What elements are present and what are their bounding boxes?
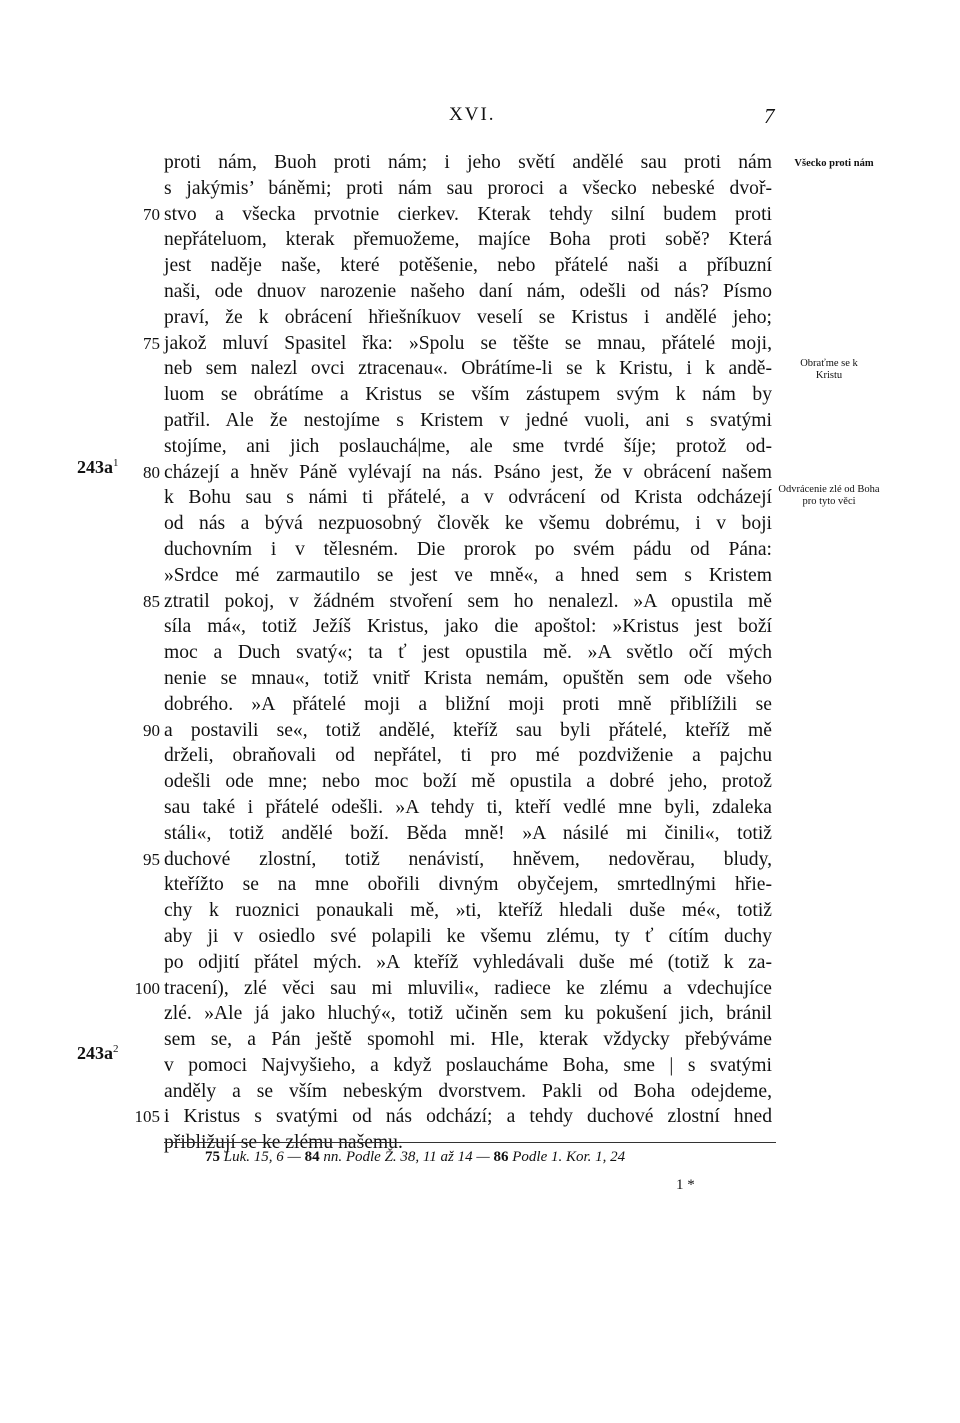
line-text: dobrého. »A přátelé moji a bližní moji proti mně přiblížili se	[164, 693, 772, 715]
text-line	[164, 614, 772, 640]
line-text: naši, ode dnuov narozenie našeho daní nám, odešli od nás? Písmo	[164, 280, 772, 302]
line-text: luom se obrátíme a Kristus se vším zástupem svým k nám by	[164, 384, 772, 406]
text-line	[164, 537, 772, 563]
text-line	[164, 434, 772, 460]
text-line	[164, 408, 772, 434]
line-text: ztratil pokoj, v žádném stvoření sem ho nenalezl. »A opustila mě	[164, 590, 772, 612]
text-line	[164, 950, 772, 976]
line-text: i Kristus s svatými od nás odchází; a tehdy duchové zlostní hned	[164, 1106, 772, 1128]
line-text: s jakýmis’ báněmi; proti nám sau proroci a všecko nebeské dvoř-	[164, 177, 772, 199]
text-line	[164, 769, 772, 795]
text-line	[143, 331, 772, 357]
line-text: stvo a všecka prvotnie cierkev. Kterak tehdy silní budem proti	[164, 203, 772, 225]
margin-note-vsecko: Všecko proti nám	[794, 158, 874, 169]
text-line	[164, 1001, 772, 1027]
text-line	[164, 640, 772, 666]
text-line	[143, 847, 772, 873]
text-line	[164, 279, 772, 305]
line-text: jest naděje naše, které potěšenie, nebo přátelé naši a příbuzní	[164, 255, 772, 277]
line-text: proti nám, Buoh proti nám; i jeho světí andělé sau proti nám	[164, 152, 772, 173]
line-text: duchové zlostní, totiž nenávistí, hněvem, nedověrau, bludy,	[164, 848, 772, 870]
text-line	[164, 795, 772, 821]
line-text: odešli ode mne; nebo moc boží mě opustila a dobré jeho, protož	[164, 771, 772, 793]
line-text: neb sem nalezl ovci ztracenau«. Obrátíme-li se k Kristu, i k andě-	[164, 358, 772, 380]
text-line	[164, 356, 772, 382]
chapter-heading: XVI.	[449, 104, 496, 125]
text-line	[164, 924, 772, 950]
footnote: 75 Luk. 15, 6 — 84 nn. Podle Ž. 38, 11 až 14 — 86 Podle 1. Kor. 1, 24	[205, 1149, 626, 1165]
line-text: v pomoci Najvyšieho, a když poslaucháme Boha, sme | s svatými	[164, 1054, 772, 1076]
text-line	[164, 563, 772, 589]
text-line	[164, 692, 772, 718]
text-line	[143, 718, 772, 744]
line-number: 80	[143, 462, 160, 482]
line-text: a postavili se«, totiž andělé, kteříž sau byli přátelé, kteříž mě	[164, 719, 772, 741]
text-line	[143, 202, 772, 228]
line-text: stáli«, totiž andělé boží. Běda mně! »A násilé mi činili«, totiž	[164, 822, 772, 844]
text-line	[164, 1053, 772, 1079]
line-text: od nás a bývá nezpuosobný člověk ke všemu dobrému, i v boji	[164, 513, 772, 535]
line-text: patřil. Ale že nestojíme s Kristem v jedné vuoli, ani s svatými	[164, 409, 772, 431]
line-text: chy k ruoznici ponaukali mě, »ti, kteříž hledali duše mé«, totiž	[164, 900, 772, 922]
signature-mark: 1 *	[676, 1177, 695, 1193]
margin-note-obratme: Obraťme se k Kristu	[800, 358, 858, 381]
text-line	[164, 872, 772, 898]
text-line	[164, 176, 772, 202]
line-text: po odjití přátel mých. »A kteříž vyhledávali duše mé (totiž k za-	[164, 951, 772, 973]
line-text: tracení), zlé věci sau mi mluvili«, radiece ke zlému a vdechujíce	[164, 977, 772, 999]
text-line	[134, 1104, 772, 1130]
line-text: praví, že k obrácení hřiešníkuov veselí se Kristus i andělé jeho;	[164, 306, 772, 328]
text-line	[164, 382, 772, 408]
line-text: sau také i přátelé odešli. »A tehdy ti, kteří vedlé mne byli, zdaleka	[164, 796, 772, 818]
page-number: 7	[764, 104, 775, 128]
line-text: aby ji v osiedlo své polapili ke všemu zlému, ty ť cítím duchy	[164, 925, 772, 947]
line-text: drželi, obraňovali od nepřátel, ti pro mé pozdviženie a pajchu	[164, 745, 772, 767]
line-text: zlé. »Ale já jako hluchý«, totiž učiněn sem ku pokušení jich, bránil	[164, 1003, 772, 1025]
line-number: 75	[143, 333, 160, 353]
line-number: 85	[143, 591, 160, 611]
body-text	[134, 150, 772, 1156]
line-text: anděly a se vším nebeským dvorstvem. Pakli od Boha odejdeme,	[164, 1080, 772, 1102]
line-text: sem se, a Pán ještě spomohl mi. Hle, kterak vždycky přebýváme	[164, 1029, 772, 1051]
margin-note-odvracenie: Odvrácenie zlé od Boha pro tyto věci	[778, 484, 880, 507]
text-line	[134, 976, 772, 1002]
text-line	[164, 150, 772, 176]
text-line	[164, 253, 772, 279]
text-line	[143, 589, 772, 615]
line-number: 105	[134, 1107, 160, 1127]
line-text: »Srdce mé zarmautilo se jest ve mně«, a hned sem s Kristem	[164, 564, 772, 586]
line-text: duchovním i v tělesném. Die prorok po svém pádu od Pána:	[164, 538, 772, 560]
text-line	[164, 1027, 772, 1053]
line-number: 70	[143, 204, 160, 224]
line-text: cházejí a hněv Páně vylévají na nás. Psáno jest, že v obrácení našem	[164, 461, 772, 483]
text-line	[164, 511, 772, 537]
line-number: 90	[143, 720, 160, 740]
line-text: nenie se mnau«, totiž vnitř Krista nemám, opuštěn sem ode všeho	[164, 667, 772, 689]
folio-mark-243a1: $243a^1$	[77, 457, 119, 477]
line-text: nepřáteluom, kterak přemuožeme, majíce Boha proti sobě? Která	[164, 229, 772, 251]
line-number: 100	[134, 978, 160, 998]
line-text: moc a Duch svatý«; ta ť jest opustila mě. »A světlo očí mých	[164, 642, 772, 664]
text-line	[164, 743, 772, 769]
line-text: kteřížto se na mne obořili divným obyčejem, smrtedlnými hřie-	[164, 874, 772, 896]
text-line	[164, 1079, 772, 1105]
text-line	[164, 666, 772, 692]
text-line	[143, 460, 772, 486]
line-text: k Bohu sau s námi ti přátelé, a v odvrácení od Krista odcházejí	[164, 487, 772, 509]
text-line	[164, 821, 772, 847]
line-text: přibližují se ke zlému našemu.	[164, 1132, 403, 1154]
folio-mark-243a2: $243a^2$	[77, 1043, 119, 1063]
line-text: jakož mluví Spasitel řka: »Spolu se těšte se mnau, přátelé moji,	[164, 332, 772, 354]
text-line	[164, 305, 772, 331]
line-number: 95	[143, 849, 160, 869]
text-line	[164, 227, 772, 253]
footnote-rule	[164, 1142, 776, 1143]
running-header	[0, 104, 960, 128]
text-line	[164, 898, 772, 924]
line-text: stojíme, ani jich poslauchá|me, ale sme tvrdé šíje; protož od-	[164, 435, 772, 457]
text-line	[164, 485, 772, 511]
line-text: síla má«, totiž Ježíš Kristus, jako die apoštol: »Kristus jest boží	[164, 616, 772, 638]
